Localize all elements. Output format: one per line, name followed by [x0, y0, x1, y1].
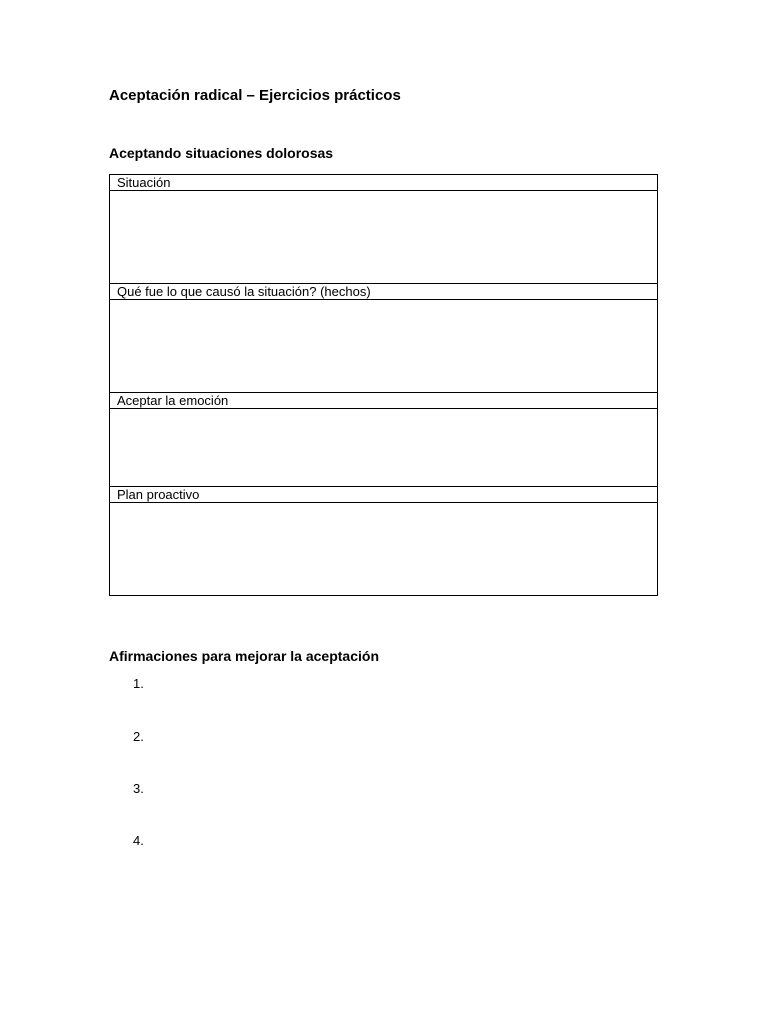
answer-field-proactive-plan[interactable]	[110, 503, 658, 596]
list-item	[133, 676, 144, 692]
list-item-number: 2.	[133, 729, 144, 744]
section-heading-painful-situations: Aceptando situaciones dolorosas	[109, 145, 334, 161]
table-row	[110, 191, 658, 284]
table-row	[110, 175, 658, 191]
list-item-number: 4.	[133, 833, 144, 848]
answer-field-accept-emotion[interactable]	[110, 409, 658, 487]
answer-field-situation[interactable]	[110, 191, 658, 284]
section-heading-affirmations: Afirmaciones para mejorar la aceptación	[109, 648, 379, 664]
table-row	[110, 409, 658, 487]
list-item-number: 1.	[133, 676, 144, 691]
answer-field-cause[interactable]	[110, 300, 658, 393]
table-row	[110, 284, 658, 300]
list-item	[133, 781, 144, 797]
row-label-accept-emotion: Aceptar la emoción	[110, 393, 658, 409]
table-row	[110, 487, 658, 503]
row-label-proactive-plan: Plan proactivo	[110, 487, 658, 503]
answer-text	[110, 503, 657, 595]
list-item	[133, 833, 144, 849]
table-row	[110, 300, 658, 393]
row-label-situation: Situación	[110, 175, 658, 191]
list-item-number: 3.	[133, 781, 144, 796]
list-item	[133, 729, 144, 745]
page-title: Aceptación radical – Ejercicios prácticos	[109, 87, 401, 104]
table-row	[110, 393, 658, 409]
situation-worksheet-table	[109, 174, 658, 596]
answer-text	[110, 191, 657, 283]
row-label-cause: Qué fue lo que causó la situación? (hechos)	[110, 284, 658, 300]
answer-text	[110, 300, 657, 392]
answer-text	[110, 409, 657, 486]
table-row	[110, 503, 658, 596]
